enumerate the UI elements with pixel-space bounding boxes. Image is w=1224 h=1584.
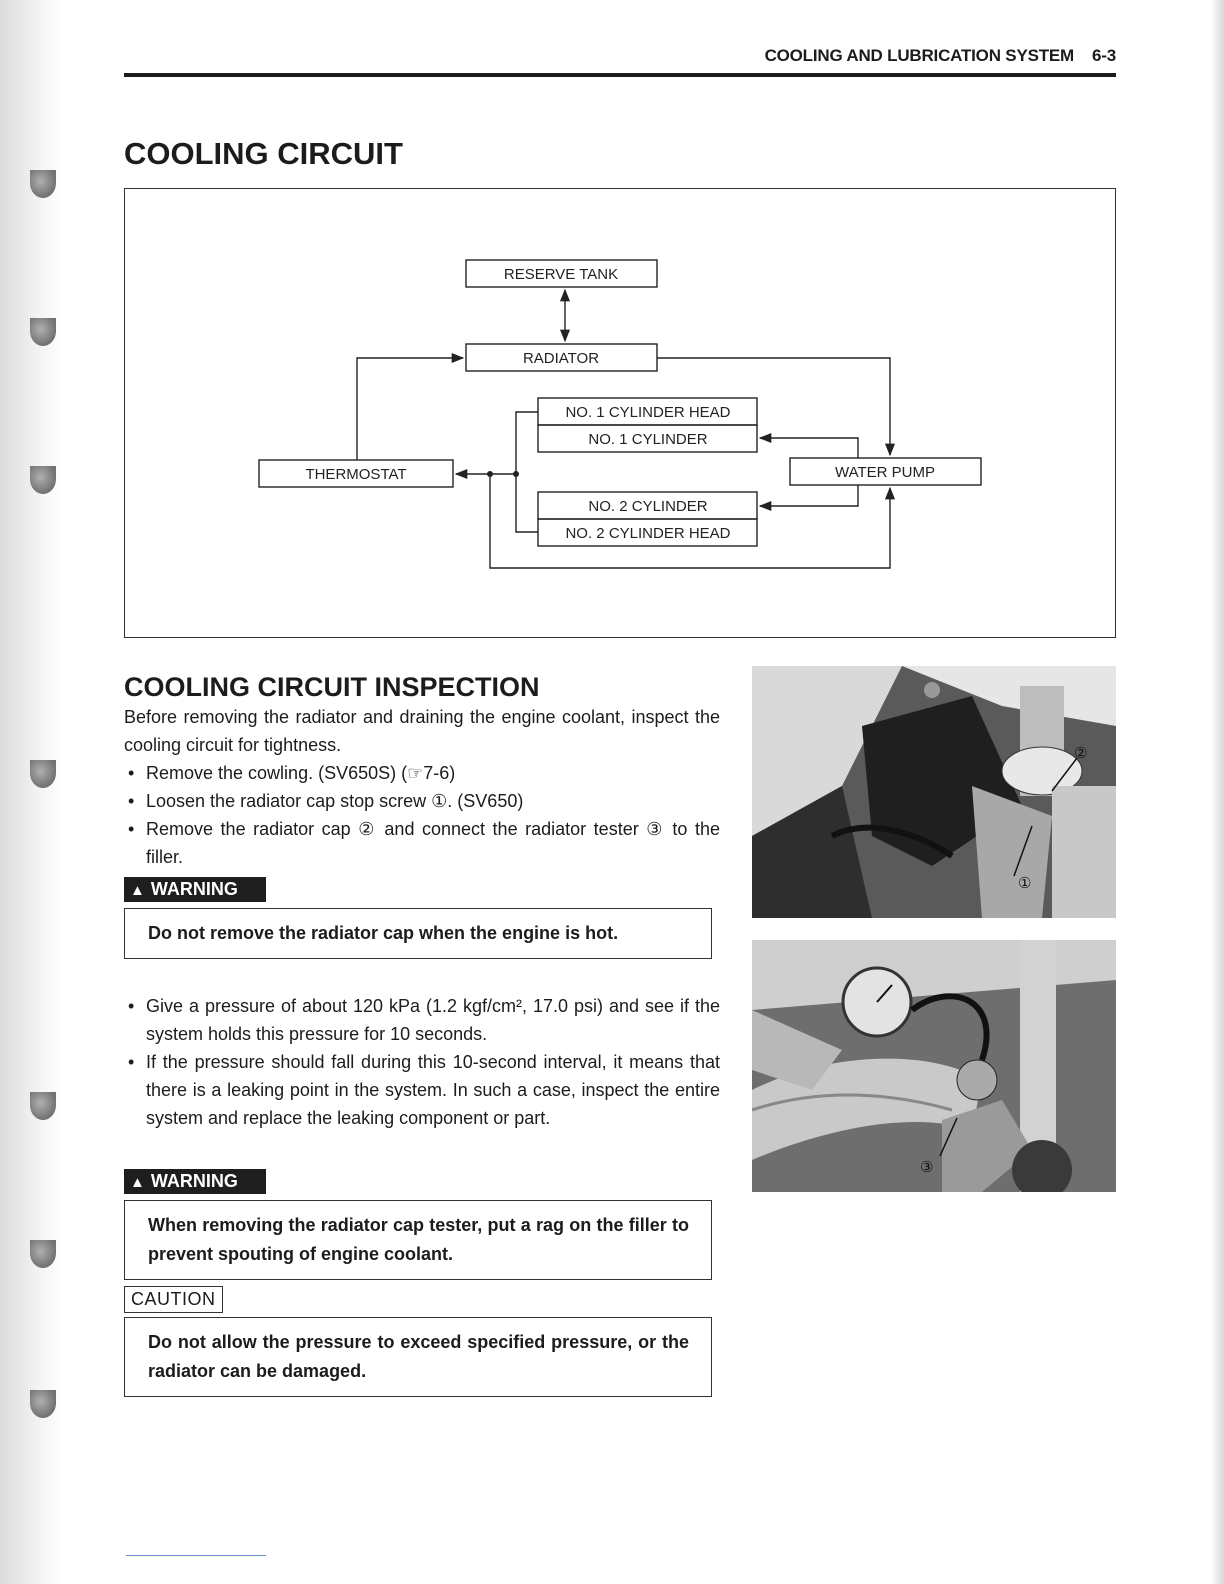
no2-cylinder-label: NO. 2 CYLINDER: [588, 498, 708, 515]
inspection-steps: [124, 759, 720, 871]
running-header: [124, 46, 1116, 66]
radiator-tester-photo: [752, 940, 1116, 1192]
list-item: • Remove the radiator cap ② and connect the radiator tester ③ to the filler.: [128, 819, 720, 867]
warning-triangle-icon: ▲: [130, 1174, 145, 1191]
inspection-title: COOLING CIRCUIT INSPECTION: [124, 672, 540, 702]
bottom-rule: [126, 1555, 266, 1556]
list-item: • Loosen the radiator cap stop screw ①. (SV650): [128, 791, 524, 811]
no2-cylinder-head-label: NO. 2 CYLINDER HEAD: [565, 525, 731, 542]
caution-label: CAUTION: [124, 1286, 223, 1313]
callout-2: ②: [1074, 744, 1088, 762]
cooling-circuit-title: COOLING CIRCUIT: [124, 136, 403, 171]
page-right-edge: [1210, 0, 1224, 1584]
no1-cylinder-head-label: NO. 1 CYLINDER HEAD: [565, 404, 731, 421]
inspection-intro: Before removing the radiator and draining the engine coolant, inspect the cooling circuit for tightness.: [124, 707, 720, 755]
warning-label: ▲ WARNING: [124, 1169, 266, 1194]
page-number: 6-3: [1092, 46, 1116, 65]
no1-cylinder-label: NO. 1 CYLINDER: [588, 431, 708, 448]
section-title: COOLING AND LUBRICATION SYSTEM: [764, 46, 1075, 65]
reserve-tank-label: RESERVE TANK: [503, 266, 619, 283]
radiator-cap-photo: [752, 666, 1116, 918]
header-rule: [124, 73, 1116, 77]
page-binding-edge: [0, 0, 62, 1584]
water-pump-label: WATER PUMP: [835, 464, 935, 481]
inspection-intro-block: [124, 703, 720, 871]
list-item: • Remove the cowling. (SV650S) (☞7-6): [128, 763, 456, 783]
warning-label: ▲ WARNING: [124, 877, 266, 902]
pressure-test-block: [124, 992, 720, 1132]
caution-box: Do not allow the pressure to exceed specified pressure, or the radiator can be damaged.: [124, 1317, 712, 1397]
cooling-circuit-diagram: [124, 188, 1116, 638]
radiator-label: RADIATOR: [522, 350, 600, 367]
warning-box-cap-tester: When removing the radiator cap tester, put a rag on the filler to prevent spouting of engine coolant.: [124, 1200, 712, 1280]
pressure-steps: [124, 992, 720, 1132]
warning-triangle-icon: ▲: [130, 882, 145, 899]
thermostat-label: THERMOSTAT: [305, 466, 407, 483]
warning-box-engine-hot: Do not remove the radiator cap when the engine is hot.: [124, 908, 712, 959]
list-item: • If the pressure should fall during this 10-second interval, it means that there is a leaking point in the system. In such a case, inspect the entire system and replace the leaking component or part.: [128, 1052, 720, 1128]
callout-1: ①: [1018, 874, 1032, 892]
callout-3: ③: [920, 1158, 934, 1176]
list-item: • Give a pressure of about 120 kPa (1.2 kgf/cm², 17.0 psi) and see if the system holds this pressure for 10 seconds.: [128, 996, 720, 1044]
